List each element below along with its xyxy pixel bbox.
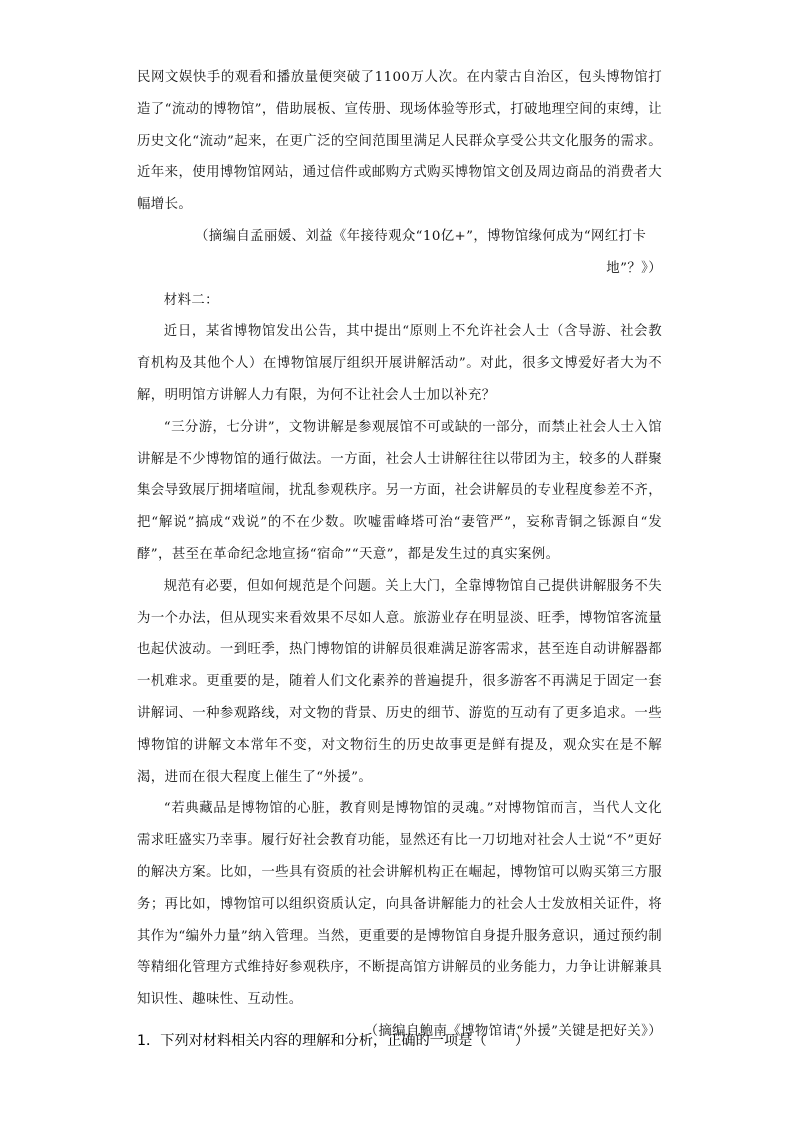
question-1: 1．下列对材料相关内容的理解和分析，正确的一项是（ ） [137, 1033, 530, 1049]
article-body [137, 62, 662, 1048]
material-one-source-line1: （摘编自孟丽媛、刘益《年接待观众“10亿+”，博物馆缘何成为“网红打卡 [195, 228, 647, 244]
material-two-label: 材料二： [163, 292, 219, 308]
material-one-tail-paragraph: 民网文娱快手的观看和播放量便突破了1100万人次。在内蒙古自治区，包头博物馆打造了“流动的博物馆”，借助展板、宣传册、现场体验等形式，打破地理空间的束缚，让历史文化“流动”起来，在更广泛的空间范围里满足人民群众享受公共文化服务的需求。近年来，使用博物馆网站，通过信件或邮购方式购买博物馆文创及周边商品的消费者大幅增长。 [137, 70, 662, 213]
material-two-paragraph-3: 规范有必要，但如何规范是个问题。关上大门，全靠博物馆自己提供讲解服务不失为一个办法，但从现实来看效果不尽如人意。旅游业存在明显淡、旺季，博物馆客流量也起伏波动。一到旺季，热门博物馆的讲解员很难满足游客需求，甚至连自动讲解器都一机难求。更重要的是，随着人们文化素养的普遍提升，很多游客不再满足于固定一套讲解词、一种参观路线，对文物的背景、历史的细节、游览的互动有了更多追求。一些博物馆的讲解文本常年不变，对文物衍生的历史故事更是鲜有提及，观众实在是不解渴，进而在很大程度上催生了“外援”。 [137, 578, 662, 785]
material-two-paragraph-4: “若典藏品是博物馆的心脏，教育则是博物馆的灵魂。”对博物馆而言，当代人文化需求旺盛实乃幸事。履行好社会教育功能，显然还有比一刀切地对社会人士说“不”更好的解决方案。比如，一些具有资质的社会讲解机构正在崛起，博物馆可以购买第三方服务；再比如，博物馆可以组织资质认定，向具备讲解能力的社会人士发放相关证件，将其作为“编外力量”纳入管理。当然，更重要的是博物馆自身提升服务意识，通过预约制等精细化管理方式维持好参观秩序，不断提高馆方讲解员的业务能力，力争让讲解兼具知识性、趣味性、互动性。 [137, 801, 662, 1008]
material-two-paragraph-1: 近日，某省博物馆发出公告，其中提出“原则上不允许社会人士（含导游、社会教育机构及其他个人）在博物馆展厅组织开展讲解活动”。对此，很多文博爱好者大为不解，明明馆方讲解人力有限，为何不让社会人士加以补充？ [137, 324, 662, 403]
material-two-source: （摘编自鲍南《博物馆请“外援”关键是把好关》） [364, 1023, 662, 1039]
material-two-paragraph-2: “三分游，七分讲”，文物讲解是参观展馆不可或缺的一部分，而禁止社会人士入馆讲解是不少博物馆的通行做法。一方面，社会人士讲解往往以带团为主，较多的人群聚集会导致展厅拥堵喧闹，扰乱参观秩序。另一方面，社会讲解员的专业程度参差不齐，把“解说”搞成“戏说”的不在少数。吹嘘雷峰塔可治“妻管严”，妄称青铜之铄源自“发酵”，甚至在革命纪念地宣扬“宿命”“天意”，都是发生过的真实案例。 [137, 419, 662, 562]
material-one-source-line2: 地”？》） [606, 260, 662, 276]
